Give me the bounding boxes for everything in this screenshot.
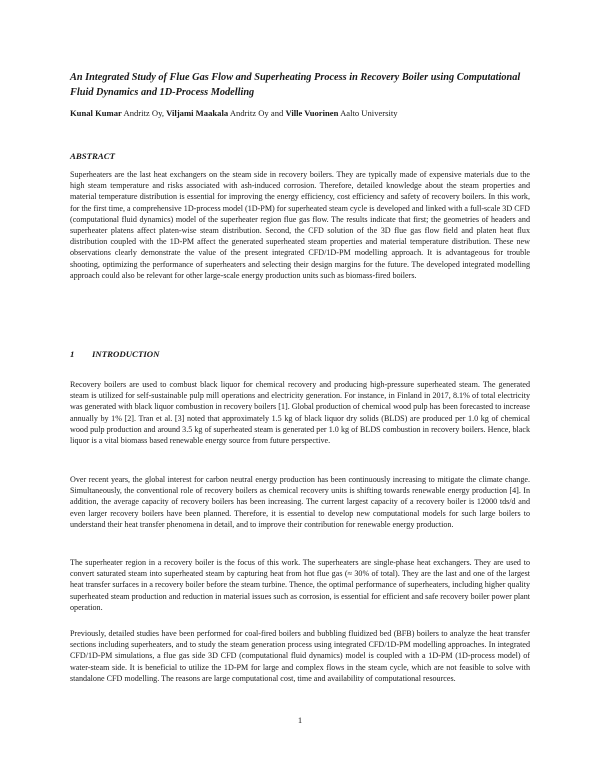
author-name: Viljami Maakala bbox=[166, 108, 229, 118]
body-paragraph: Previously, detailed studies have been performed for coal-fired boilers and bubbling fluidized bed (BFB) boilers to analyze the heat transfer sections including superheaters, and to study the steam generation process using integrated CFD/1D-PM modelling approaches. In integrated CFD/1D-PM simulations, a flue gas side 3D CFD (computational fluid dynamics) model is coupled with a 1D-PM (1D-process model) of water-steam side. It is beneficial to utilize the 1D-PM for large and complex flows in the steam cycle, which are not feasible to solve with standalone CFD modelling. The reasons are large computational cost, time and availability of computational resources. bbox=[70, 629, 530, 683]
author-affiliation: Andritz Oy and bbox=[229, 108, 286, 118]
section-heading-introduction bbox=[70, 348, 159, 360]
page-number: 1 bbox=[297, 715, 303, 725]
body-paragraph: The superheater region in a recovery boiler is the focus of this work. The superheaters are single-phase heat exchangers. They are used to convert saturated steam into superheated steam by capturing heat from hot flue gas (≈ 30% of total). They are the last and one of the largest heat transfer surfaces in a recovery boiler before the steam turbine. Thence, the optimal performance of superheaters, including higher quality superheated steam production and reduction in material issues such as corrosion, is essential for efficient and safe recovery boiler power plant operation. bbox=[70, 558, 530, 612]
body-paragraph: Over recent years, the global interest for carbon neutral energy production has been continuously increasing to mitigate the climate change. Simultaneously, the conventional role of recovery boilers as chemical recovery units is shifting towards renewable energy production [4]. In addition, the average capacity of recovery boilers has been increasing. The current largest capacity of a recovery boiler is 12000 tds/d and even larger recovery boilers have been planned. Therefore, it is essential to develop new computational models for such large boilers to understand their heat transfer phenomena in detail, and to improve their contribution for renewable energy production. bbox=[70, 475, 530, 529]
author-affiliation: Andritz Oy, bbox=[123, 108, 167, 118]
section-number: 1 bbox=[70, 349, 75, 359]
author-line bbox=[70, 107, 530, 119]
body-paragraph: Recovery boilers are used to combust black liquor for chemical recovery and producing high-pressure superheated steam. The generated steam is utilized for self-sustainable pulp mill operations and electricity generation. For instance, in Finland in 2017, 8.1% of total electricity was generated with black liquor combustion in recovery boilers [1]. Global production of chemical wood pulp has been forecasted to increase annually by 1% [2]. Tran et al. [3] noted that approximately 1.5 kg of black liquor dry solids (BLDS) are produced per 1.0 kg of chemical wood pulp production and around 3.5 kg of superheated steam is generated per 1.0 kg of BLDS combustion in recovery boilers. Hence, black liquor is a vital biomass based renewable energy source from future perspective. bbox=[70, 380, 530, 446]
abstract-heading: ABSTRACT bbox=[70, 151, 115, 161]
paper-title: An Integrated Study of Flue Gas Flow and Superheating Process in Recovery Boiler using Computational Fluid Dynamics and 1D-Process Modelling bbox=[70, 72, 521, 98]
abstract-text: Superheaters are the last heat exchangers on the steam side in recovery boilers. They are typically made of expensive materials due to the high steam temperature and risks associated with ash-induced corrosion. Therefore, detailed knowledge about the steam properties and material temperature distribution is essential for improving the energy efficiency, cost efficiency and safety of recovery boilers. In this work, for the first time, a comprehensive 1D-process model (1D-PM) for superheated steam cycle is developed and linked with a full-scale 3D CFD (computational fluid dynamics) model of the superheater region flue gas flow. The results indicate that first; the geometries of headers and superheater platens affect platen-wise steam distribution. Second, the CFD solution of the 3D flue gas flow field and platen heat flux distribution coupled with the 1D-PM affect the generated superheated steam properties and material temperature distribution. These new observations clearly demonstrate the value of the present integrated CFD/1D-PM modelling approach. It is advantageous for trouble shooting, optimizing the performance of superheaters and selecting their design margins for the future. The developed integrated modelling approach could also be relevant for other large-scale energy production units such as biomass-fired boilers. bbox=[70, 170, 530, 280]
section-title: INTRODUCTION bbox=[92, 349, 160, 359]
author-name: Ville Vuorinen bbox=[285, 108, 339, 118]
author-affiliation: Aalto University bbox=[340, 108, 398, 118]
author-name: Kunal Kumar bbox=[70, 108, 122, 118]
